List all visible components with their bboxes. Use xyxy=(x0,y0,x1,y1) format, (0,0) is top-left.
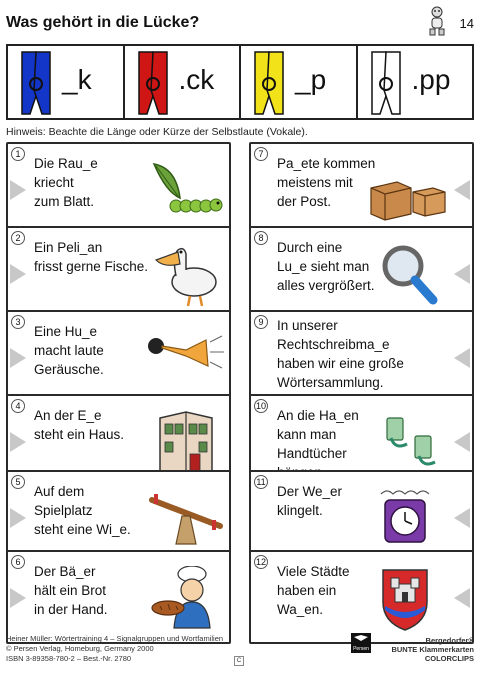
publisher-logo-icon xyxy=(350,632,372,654)
magnifier-icon xyxy=(367,242,447,308)
publisher-logo-text: Persen xyxy=(353,646,369,652)
clip-marker-icon xyxy=(454,348,470,368)
card-text: Durch eine Lu_e sieht man alles vergrößert. xyxy=(277,240,375,293)
footer-brand: Bergedorfer® BUNTE Klammerkarten COLORCLIPS xyxy=(391,636,474,663)
card-number: 8 xyxy=(254,231,268,245)
card-number: 4 xyxy=(11,399,25,413)
card-number: 12 xyxy=(255,557,266,567)
clip-marker-icon xyxy=(454,588,470,608)
exercise-card-9[interactable] xyxy=(249,310,474,404)
pin-cell-p xyxy=(241,46,358,118)
page-footer xyxy=(6,630,474,670)
seesaw-icon xyxy=(146,486,226,552)
card-number: 3 xyxy=(11,315,25,329)
card-number: 5 xyxy=(11,475,25,489)
card-number: 2 xyxy=(11,231,25,245)
card-number: 11 xyxy=(254,475,268,489)
card-text: Der Bä_er hält ein Brot in der Hand. xyxy=(34,564,108,617)
exercise-card-2[interactable] xyxy=(6,226,231,320)
card-text: Eine Hu_e macht laute Geräusche. xyxy=(34,324,104,377)
card-text: Der We_er klingelt. xyxy=(277,484,343,518)
clip-marker-icon xyxy=(10,508,26,528)
card-text: Die Rau_e kriecht zum Blatt. xyxy=(34,156,98,209)
card-text: In unserer Rechtschreibma_e haben wir eine große Wörtersammlung. xyxy=(277,318,404,390)
pin-cell-pp xyxy=(358,46,473,118)
pin-cell-k xyxy=(8,46,125,118)
clip-marker-icon xyxy=(454,180,470,200)
clothespin-icon xyxy=(133,50,173,116)
alarm-clock-icon xyxy=(367,486,447,552)
card-text: Pa_ete kommen meistens mit der Post. xyxy=(277,156,376,209)
card-number: 10 xyxy=(255,401,266,411)
coat-of-arms-icon xyxy=(367,566,447,632)
card-number: 7 xyxy=(254,147,268,161)
clothespin-icon xyxy=(366,50,406,116)
pin-label: _k xyxy=(62,64,92,95)
clothespin-icon xyxy=(249,50,289,116)
footer-credits: Heiner Müller: Wörtertraining 4 – Signalgruppen und Wortfamilien © Persen Verlag, Homeburg, Germany 2000 ISBN 3-89358-780-2 – Best.-Nr. 2780 xyxy=(6,634,224,663)
clip-marker-icon xyxy=(10,180,26,200)
copyright-mark: C xyxy=(234,656,244,666)
clip-marker-icon xyxy=(454,432,470,452)
clip-marker-icon xyxy=(10,588,26,608)
horn-icon xyxy=(146,326,226,392)
card-number: 1 xyxy=(11,147,25,161)
clothespin-icon xyxy=(16,50,56,116)
pin-label: _p xyxy=(295,64,327,95)
towel-hooks-icon xyxy=(367,410,447,476)
card-number: 6 xyxy=(11,555,25,569)
hint-text: Hinweis: Beachte die Länge oder Kürze der Selbstlaute (Vokale). xyxy=(6,126,308,138)
clip-marker-icon xyxy=(454,264,470,284)
pin-label: .pp xyxy=(411,64,451,95)
clip-marker-icon xyxy=(10,264,26,284)
clip-marker-icon xyxy=(454,508,470,528)
clothespin-legend xyxy=(6,44,474,120)
card-text: An der E_e steht ein Haus. xyxy=(34,408,125,442)
exercise-card-7[interactable] xyxy=(249,142,474,236)
clip-marker-icon xyxy=(10,348,26,368)
mascot-icon xyxy=(424,6,450,36)
pin-label: .ck xyxy=(178,64,215,95)
corner-house-icon xyxy=(146,410,226,476)
card-text: Auf dem Spielplatz steht eine Wi_e. xyxy=(34,484,131,537)
exercise-card-3[interactable] xyxy=(6,310,231,404)
exercise-card-8[interactable] xyxy=(249,226,474,320)
page-header xyxy=(6,6,474,36)
card-text: An die Ha_en kann man Handtücher xyxy=(277,408,359,461)
exercise-card-1[interactable] xyxy=(6,142,231,236)
page-number: 14 xyxy=(459,16,474,31)
page-title: Was gehört in die Lücke? xyxy=(6,14,200,31)
baker-icon xyxy=(146,566,226,632)
card-text: Viele Städte haben ein Wa_en. xyxy=(277,564,350,617)
parcels-icon xyxy=(367,158,447,224)
caterpillar-icon xyxy=(146,158,226,224)
card-number: 9 xyxy=(254,315,268,329)
pin-cell-ck xyxy=(125,46,242,118)
card-text: Ein Peli_an frisst gerne Fische. xyxy=(34,240,149,274)
clip-marker-icon xyxy=(10,432,26,452)
pelican-icon xyxy=(146,242,226,308)
